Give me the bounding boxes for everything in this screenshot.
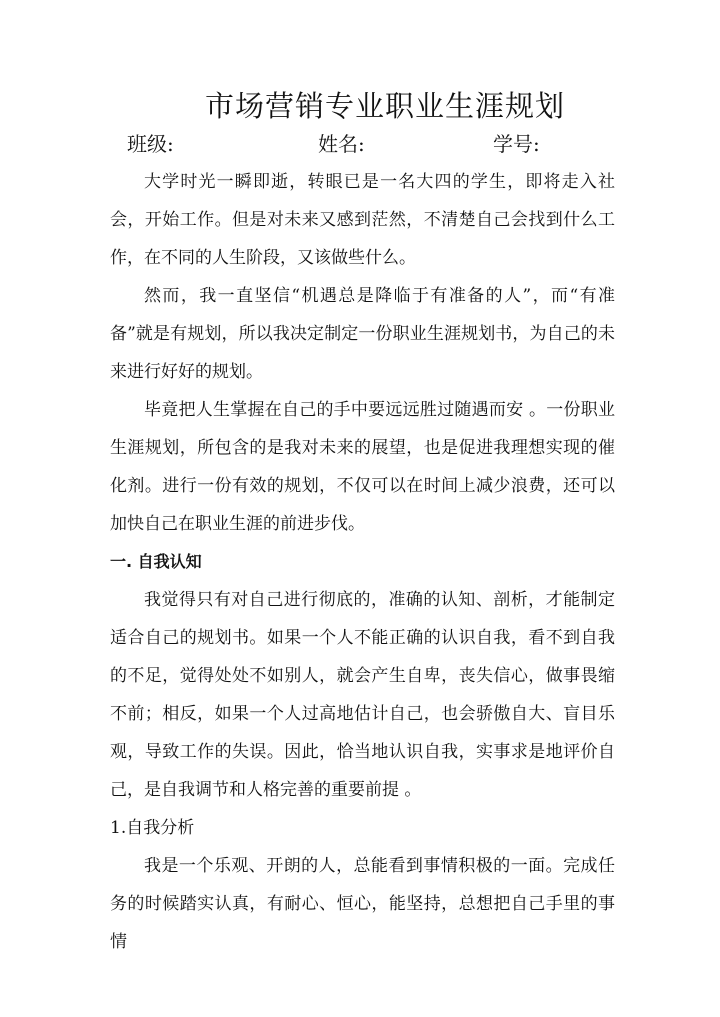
document-body [110, 163, 615, 961]
student-info-row [0, 128, 720, 160]
section-heading-self-awareness: 一. 自我认知 [110, 552, 202, 571]
intro-paragraph-2: 然而，我一直坚信“机遇总是降临于有准备的人”，而“有准备”就是有规划，所以我决定制定一份职业生涯规划书，为自己的未来进行好好的规划。 [110, 286, 615, 382]
class-label: 班级: [127, 132, 174, 156]
intro-paragraph-1: 大学时光一瞬即逝，转眼已是一名大四的学生，即将走入社会，开始工作。但是对未来又感到茫然，不清楚自己会找到什么工作，在不同的人生阶段，又该做些什么。 [110, 172, 615, 268]
self-analysis-paragraph: 我是一个乐观、开朗的人，总能看到事情积极的一面。完成任务的时候踏实认真，有耐心、恒心，能坚持，总想把自己手里的事情 [110, 856, 615, 952]
student-id-label: 学号: [493, 132, 540, 156]
intro-paragraph-3: 毕竟把人生掌握在自己的手中要远远胜过随遇而安 。一份职业生涯规划，所包含的是我对未来的展望，也是促进我理想实现的催化剂。进行一份有效的规划，不仅可以在时间上减少浪费，还可以加快自己在职业生涯的前进步伐。 [110, 400, 615, 534]
name-label: 姓名: [318, 132, 365, 156]
document-title: 市场营销专业职业生涯规划 [204, 89, 565, 123]
subsection-heading-self-analysis: 1.自我分析 [110, 818, 195, 838]
self-awareness-paragraph: 我觉得只有对自己进行彻底的，准确的认知、剖析，才能制定适合自己的规划书。如果一个人不能正确的认识自我，看不到自我的不足，觉得处处不如别人，就会产生自卑，丧失信心，做事畏缩不前；相反，如果一个人过高地估计自己，也会骄傲自大、盲目乐观，导致工作的失误。因此，恰当地认识自我，实事求是地评价自己，是自我调节和人格完善的重要前提 。 [110, 590, 615, 800]
